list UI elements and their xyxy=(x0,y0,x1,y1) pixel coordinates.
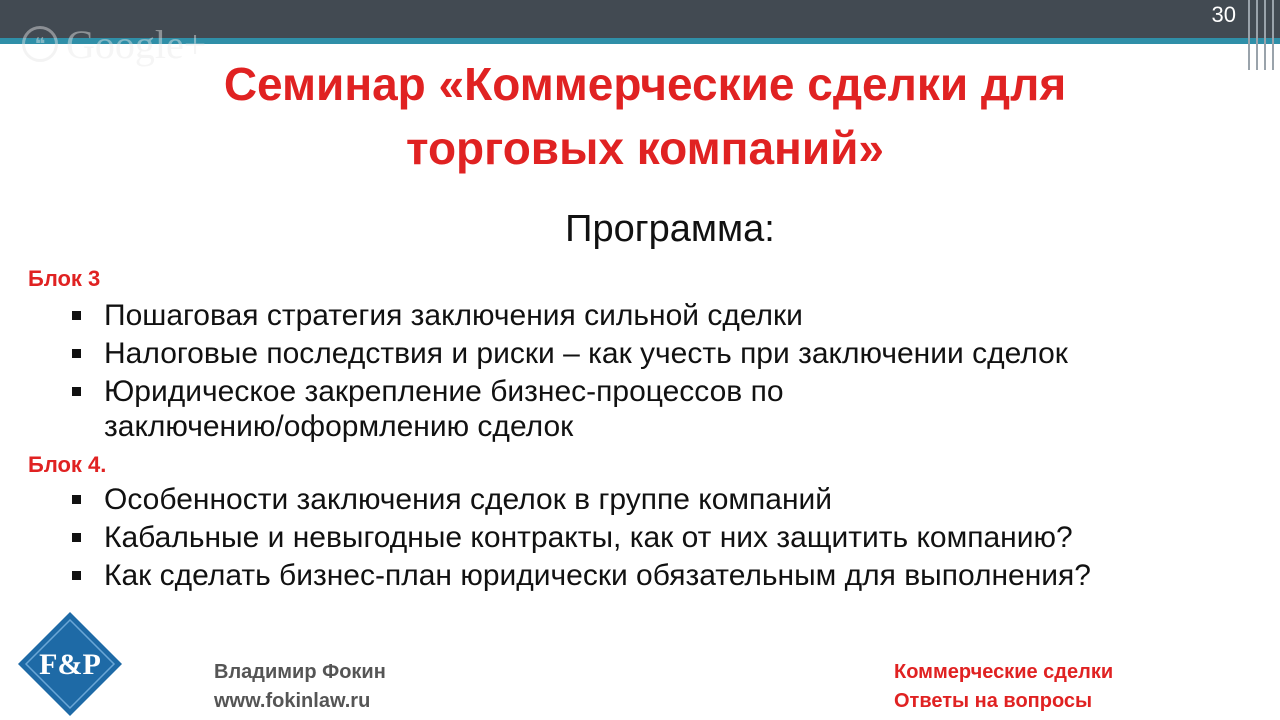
author-info xyxy=(214,658,386,716)
bullet-square-icon xyxy=(72,533,81,542)
slide-title-line2: торговых компаний» xyxy=(406,122,884,174)
block-4-list xyxy=(72,482,1242,596)
block-3-list xyxy=(72,298,1242,447)
list-item-text: Юридическое закрепление бизнес-процессов по заключению/оформлению сделок xyxy=(104,375,784,443)
bullet-square-icon xyxy=(72,349,81,358)
list-item-text: Кабальные и невыгодные контракты, как от них защитить компанию? xyxy=(104,521,1073,554)
slide-number: 30 xyxy=(1211,2,1236,27)
slide-side-lines xyxy=(1242,0,1280,70)
program-heading: Программа: xyxy=(565,208,775,250)
slide-title xyxy=(90,52,1200,180)
list-item xyxy=(72,298,1242,333)
list-item-text: Налоговые последствия и риски – как учесть при заключении сделок xyxy=(104,337,1068,370)
list-item-text: Особенности заключения сделок в группе компаний xyxy=(104,483,833,516)
list-item xyxy=(72,374,902,444)
block-4-label: Блок 4. xyxy=(28,452,107,477)
topic-line2: Ответы на вопросы xyxy=(894,690,1093,712)
list-item xyxy=(72,336,1242,371)
bullet-square-icon xyxy=(72,387,81,396)
list-item xyxy=(72,482,1242,517)
fp-logo xyxy=(16,610,124,718)
list-item xyxy=(72,520,1242,555)
list-item-text: Как сделать бизнес-план юридически обязательным для выполнения? xyxy=(104,559,1091,592)
author-name: Владимир Фокин xyxy=(214,661,386,683)
list-item xyxy=(72,558,1242,593)
topic-line1: Коммерческие сделки xyxy=(894,661,1114,683)
list-item-text: Пошаговая стратегия заключения сильной сделки xyxy=(104,299,803,332)
bullet-square-icon xyxy=(72,571,81,580)
block-3-label: Блок 3 xyxy=(28,266,101,291)
logo-text: F&P xyxy=(39,648,101,681)
hangout-quote-icon: ❝ xyxy=(22,26,58,62)
author-website: www.fokinlaw.ru xyxy=(214,690,371,712)
slide-title-line1: Семинар «Коммерческие сделки для xyxy=(223,58,1067,110)
footer-topics xyxy=(894,658,1113,716)
bullet-square-icon xyxy=(72,495,81,504)
bullet-square-icon xyxy=(72,311,81,320)
google-plus-brand: Google+ xyxy=(66,21,207,67)
